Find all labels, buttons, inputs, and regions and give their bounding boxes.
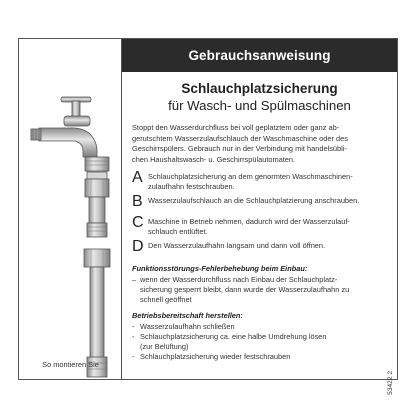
instruction-card <box>18 38 398 395</box>
product-subtitle: für Wasch- und Spülmaschinen <box>168 98 351 113</box>
ready-item: - Wasserzulaufhahn schließen <box>132 322 235 331</box>
ready-item: - Schlauchplatzsicherung wieder festschrauben <box>132 352 291 361</box>
troubleshooting-heading: Funktionsstörungs-Fehlerbehebung beim Einbau: <box>132 264 308 273</box>
intro-paragraph <box>132 123 383 165</box>
intro-line: Geschirrspülers. Gebrauch nur in der Verbindung mit handelsübli- <box>132 144 347 154</box>
illustration-panel <box>19 39 122 379</box>
step-d <box>132 239 385 255</box>
step-letter: B <box>132 193 143 210</box>
ready-heading: Betriebsbereitschaft herstellen: <box>132 311 243 320</box>
ready-item: - Schlauchplatzsicherung ca. eine halbe Umdrehung lösen <box>132 332 327 341</box>
product-title: Schlauchplatzsicherung <box>181 81 338 96</box>
step-text <box>148 194 385 206</box>
step-letter: C <box>132 214 144 231</box>
step-text-line: Maschine in Betrieb nehmen, dadurch wird der Wasserzulauf- <box>148 217 350 226</box>
faucet-body <box>31 116 97 157</box>
troubleshooting-line: – wenn der Wasserdurchfluss nach Einbau der Schlauchplatz- <box>132 275 338 284</box>
faucet-handle <box>61 97 91 117</box>
hose-nut <box>84 249 110 267</box>
step-text-line: schlauch entlüftet. <box>148 227 208 237</box>
step-letter: A <box>132 169 143 186</box>
troubleshooting-line: sicherung gesperrt bleibt, dann wurde der Wasserzulaufhahn zu <box>140 285 350 294</box>
step-text-line: Schlauchplatzsicherung an dem genormten Waschmaschinen- <box>148 172 353 181</box>
step-a <box>132 170 385 193</box>
article-number: 53422 2 <box>387 371 394 395</box>
header-bar <box>122 39 397 72</box>
header-title: Gebrauchsanweisung <box>188 48 331 63</box>
intro-line: gerutschtem Wasserzulaufschlauch der Waschmaschine oder des <box>132 133 348 143</box>
step-text-line: zulaufhahn festschrauben. <box>148 182 235 192</box>
step-text <box>148 239 385 251</box>
step-c <box>132 215 385 238</box>
step-text-line: Wasserzulaufschlauch an die Schlauchplatzierung anschrauben. <box>148 196 360 205</box>
intro-line: Stoppt den Wasserdurchfluss bei voll geplatztem oder ganz ab- <box>132 123 340 132</box>
illustration-caption: So montieren Sie <box>42 360 99 369</box>
safety-device-body <box>89 197 105 223</box>
safety-device-nut <box>85 179 109 197</box>
ready-item: (zur Belüftung) <box>140 342 189 351</box>
troubleshooting-line: schnell geöffnet <box>140 295 192 304</box>
water-hose <box>90 267 104 359</box>
step-b <box>132 194 385 210</box>
step-text <box>148 215 385 238</box>
faucet-hose-illustration <box>19 39 122 379</box>
step-letter: D <box>132 238 144 255</box>
faucet-outlet-thread <box>85 157 109 171</box>
intro-line: chen Haushaltswasch- u. Geschirrspülautomaten. <box>132 154 296 164</box>
step-text-line: Den Wasserzulaufhahn langsam und dann voll öffnen. <box>148 241 326 250</box>
step-text <box>148 170 385 193</box>
